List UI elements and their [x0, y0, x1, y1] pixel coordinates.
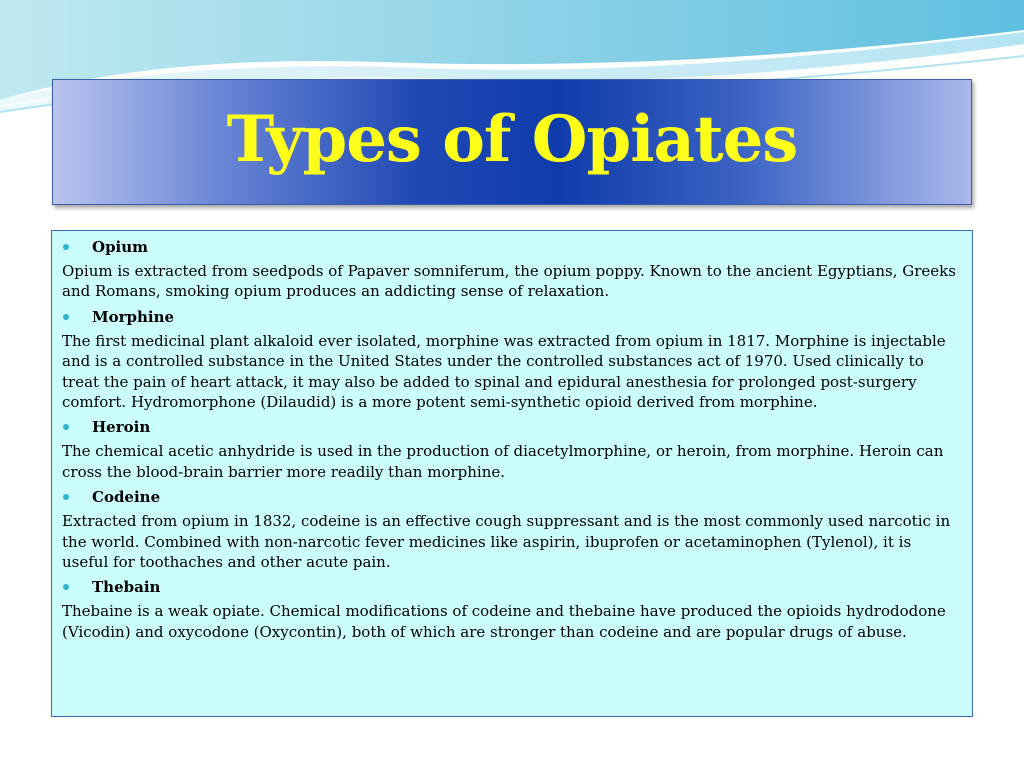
heading-label: Codeine — [92, 488, 161, 507]
heading-label: Heroin — [92, 418, 151, 437]
section-opium — [62, 237, 962, 302]
section-codeine — [62, 487, 962, 572]
slide-title: Types of Opiates — [226, 101, 798, 177]
heading-label: Opium — [92, 238, 149, 256]
section-heading — [62, 237, 962, 257]
bullet-icon — [63, 314, 69, 320]
section-body: The chemical acetic anhydride is used in the production of diacetylmorphine, or heroin, from morphine. Heroin can cross the blood-brain barrier more readily than morphine. — [62, 442, 944, 481]
title-banner — [52, 79, 972, 205]
section-heading — [62, 487, 962, 507]
heading-label: Thebain — [92, 578, 161, 597]
section-thebain — [62, 577, 962, 642]
section-heading — [62, 577, 962, 597]
bullet-icon — [63, 584, 69, 590]
section-heading — [62, 417, 962, 437]
bullet-icon — [63, 424, 69, 430]
section-body: Extracted from opium in 1832, codeine is an effective cough suppressant and is the most commonly used narcotic in the world. Combined with non-narcotic fever medicines like aspirin, ibuprofen or acetaminophen (Tylenol), it is useful for toothaches and other acute pain. — [62, 512, 951, 572]
section-heading — [62, 307, 962, 327]
section-body: The first medicinal plant alkaloid ever isolated, morphine was extracted from opium in 1817. Morphine is injectable and is a controlled substance in the United States under the controlled substances act of 1970. Used clinically to treat the pain of heart attack, it may also be added to spinal and epidural anesthesia for prolonged post-surgery comfort. Hydromorphone (Dilaudid) is a more potent semi-synthetic opioid derived from morphine. — [62, 331, 946, 412]
content-box — [51, 230, 973, 717]
bullet-icon — [63, 494, 69, 500]
bullet-icon — [63, 244, 69, 250]
section-body: Opium is extracted from seedpods of Papaver somniferum, the opium poppy. Known to the ancient Egyptians, Greeks and Romans, smoking opium produces an addicting sense of relaxation. — [62, 262, 956, 301]
section-body: Thebaine is a weak opiate. Chemical modifications of codeine and thebaine have produced the opioids hydrododone (Vicodin) and oxycodone (Oxycontin), both of which are stronger than codeine and are popular drugs of abuse. — [62, 602, 946, 641]
section-morphine — [62, 307, 962, 413]
section-heroin — [62, 417, 962, 482]
heading-label: Morphine — [92, 307, 175, 326]
